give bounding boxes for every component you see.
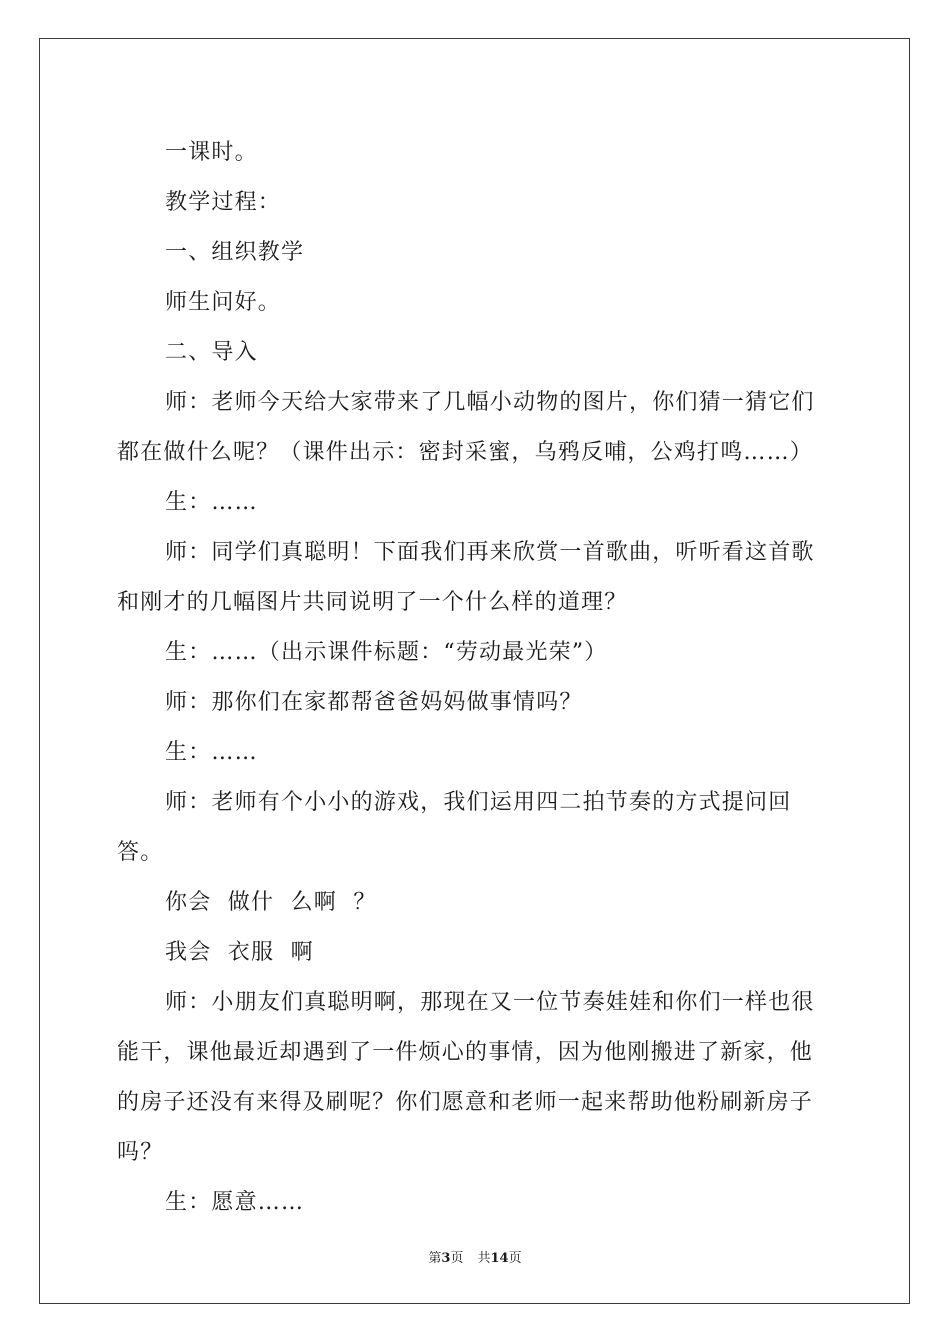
paragraph: 一课时。 (165, 140, 258, 165)
paragraph: 生：愿意…… (165, 1190, 305, 1215)
paragraph: 教学过程： (165, 190, 282, 215)
footer-prefix: 第 (428, 1251, 442, 1266)
document-body (117, 128, 835, 1228)
current-page-number: 3 (441, 1251, 451, 1266)
paragraph: 师：老师有个小小的游戏，我们运用四二拍节奏的方式提问回答。 (117, 790, 792, 865)
section-heading: 一、组织教学 (165, 240, 305, 265)
paragraph: 生：……（出示课件标题：“劳动最光荣”） (165, 640, 608, 665)
paragraph: 师：那你们在家都帮爸爸妈妈做事情吗？ (165, 690, 583, 715)
paragraph: 生：…… (165, 490, 258, 515)
paragraph: 师：小朋友们真聪明啊，那现在又一位节奏娃娃和你们一样也很能干，课他最近却遇到了一件烦心的事情，因为他刚搬进了新家，他的房子还没有来得及刷呢？你们愿意和老师一起来帮助他粉刷新房子吗？ (117, 990, 815, 1165)
paragraph: 师：老师今天给大家带来了几幅小动物的图片，你们猜一猜它们都在做什么呢？（课件出示：密封采蜜，乌鸦反哺，公鸡打鸣……） (117, 390, 815, 465)
paragraph: 师：同学们真聪明！下面我们再来欣赏一首歌曲，听听看这首歌和刚才的几幅图片共同说明了一个什么样的道理？ (117, 540, 815, 615)
total-pages-number: 14 (490, 1251, 509, 1266)
paragraph: 师生问好。 (165, 290, 282, 315)
rhythm-line: 你会 做什 么啊 ？ (165, 890, 377, 915)
footer-total-prefix: 共 (477, 1251, 491, 1266)
paragraph: 生：…… (165, 740, 258, 765)
page-footer (0, 1247, 950, 1266)
footer-total-suffix: 页 (508, 1251, 522, 1266)
footer-page-suffix: 页 (450, 1251, 464, 1266)
section-heading: 二、导入 (165, 340, 258, 365)
rhythm-line: 我会 衣服 啊 (165, 940, 314, 965)
